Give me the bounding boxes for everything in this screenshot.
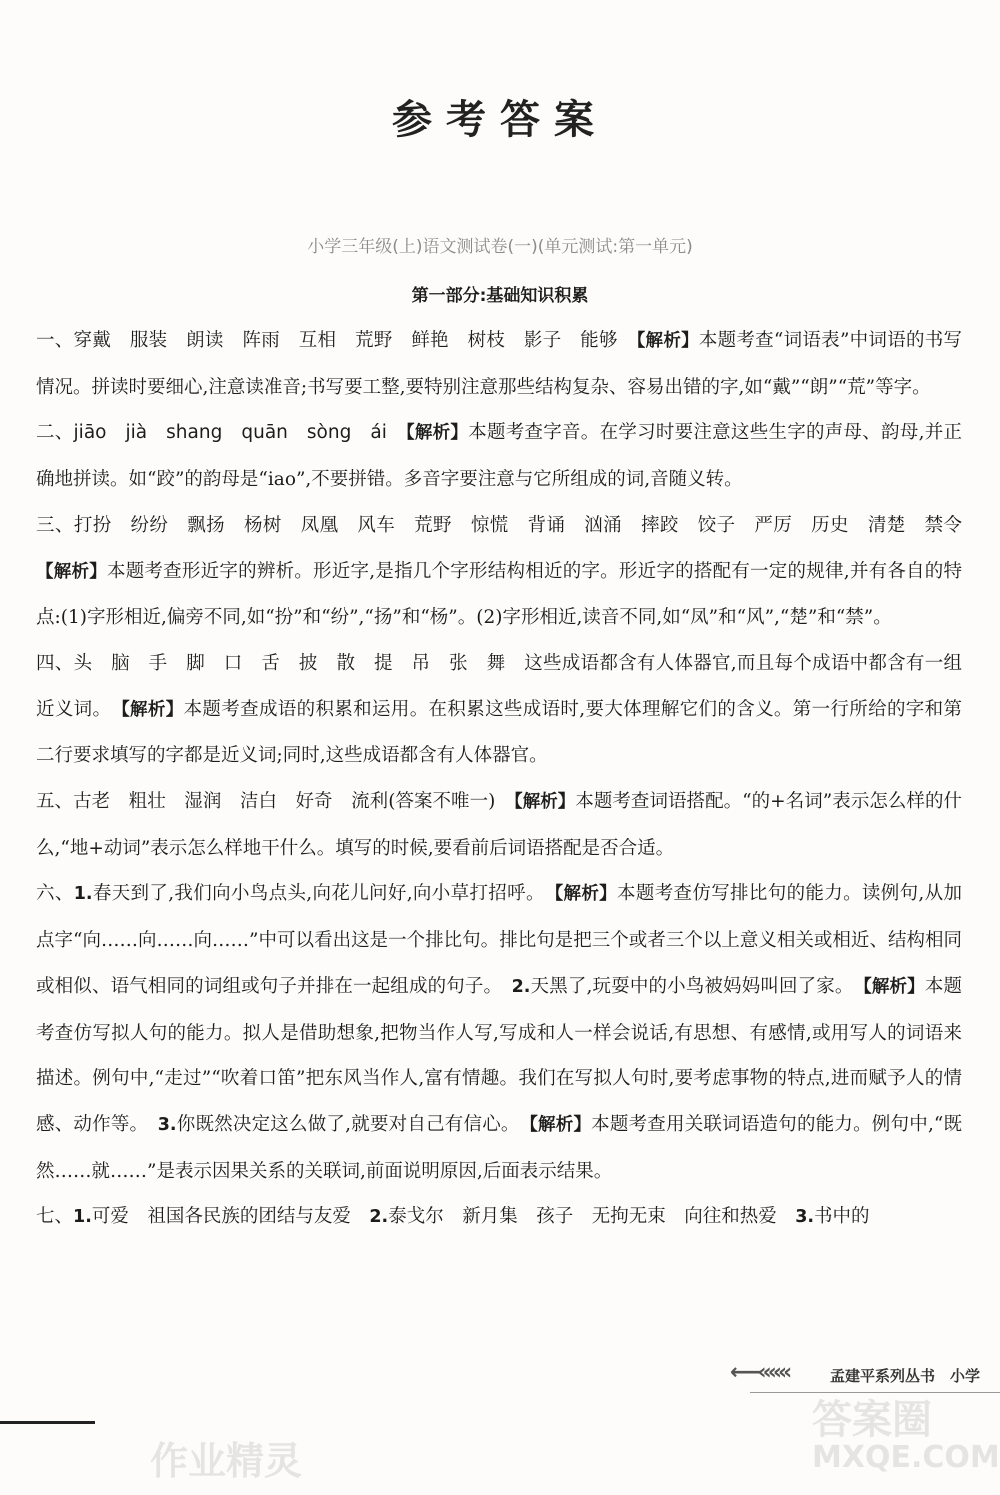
watermark-site: MXQE.COM [812, 1440, 1000, 1475]
item-number: 四、 [36, 652, 74, 674]
item-analysis: 本题考查字音。在学习时要注意这些生字的声母、韵母,并正确地拼读。如“跤”的韵母是“iao”,不要拼错。多音字要注意与它所组成的词,音随义转。 [36, 422, 962, 491]
answer-item-3 [36, 503, 981, 641]
sub-number: 1. [73, 1207, 92, 1228]
sub-number: 1. [73, 884, 93, 905]
answer-content [36, 318, 981, 1241]
item-answer: 打扮 纷纷 飘扬 杨树 凤凰 风车 荒野 惊慌 背诵 汹涌 摔跤 饺子 严厉 历史 清楚 禁令 [73, 514, 981, 536]
analysis-tag: 【解析】 [36, 561, 107, 582]
item-answer: 头 脑 手 脚 口 舌 披 散 提 吊 张 舞 这些成语都含有人体器官,而且每个成语中都含有一组近义词。 [36, 652, 962, 720]
test-subtitle: 小学三年级(上)语文测试卷(一)(单元测试:第一单元) [307, 237, 693, 257]
arrow-icon: ⟵««« [730, 1360, 789, 1385]
section-heading: 第一部分:基础知识积累 [411, 286, 589, 306]
item-analysis: 本题考查用关联词语造句的能力。例句中,“既然……就……”是表示因果关系的关联词,前面说明原因,后面表示结果。 [36, 1113, 962, 1182]
analysis-tag: 【解析】 [120, 699, 184, 720]
item-answer: 泰戈尔 新月集 孩子 无拘无束 向往和热爱 [388, 1206, 796, 1228]
item-answer: 你既然决定这么做了,就要对自己有信心。 [176, 1113, 530, 1135]
analysis-tag: 【解析】 [529, 1114, 592, 1135]
analysis-tag: 【解析】 [636, 331, 699, 351]
item-answer: 天黑了,玩耍中的小鸟被妈妈叫回了家。 [530, 975, 863, 997]
analysis-tag: 【解析】 [513, 792, 576, 813]
answer-item-4 [36, 641, 962, 779]
item-answer: 书中的 [814, 1206, 870, 1228]
sub-number: 3. [157, 1114, 177, 1135]
item-answer: jiāo jià shang quān sòng ái [73, 422, 406, 444]
item-analysis: 本题考查成语的积累和运用。在积累这些成语时,要大体理解它们的含义。第一行所给的字和第二行要求填写的字都是近义词;同时,这些成语都含有人体器官。 [36, 698, 962, 767]
series-name: 孟建平系列丛书 小学 [830, 1367, 981, 1385]
answer-item-1 [36, 318, 962, 410]
page-title: 参考答案 [392, 96, 608, 143]
item-answer: 古老 粗壮 湿润 洁白 好奇 流利(答案不唯一) [73, 791, 514, 813]
answer-item-2 [36, 410, 962, 502]
sub-number: 3. [795, 1207, 815, 1228]
answer-item-7 [36, 1194, 962, 1241]
item-number: 六、 [36, 883, 74, 905]
sub-number: 2. [369, 1207, 389, 1228]
item-analysis: 本题考查形近字的辨析。形近字,是指几个字形结构相近的字。形近字的搭配有一定的规律,并有各自的特点:(1)字形相近,偏旁不同,如“扮”和“纷”,“扬”和“杨”。(2)字形相近,读音不同,如“凤”和“风”,“楚”和“禁”。 [36, 560, 963, 629]
item-analysis: 本题考查词语搭配。“的+名词”表示怎么样的什么,“地+动词”表示怎么样地干什么。填写的时候,要看前后词语搭配是否合适。 [36, 791, 963, 859]
watermark-daanquan: 答案圈 [812, 1397, 932, 1443]
item-answer: 可爱 祖国各民族的团结与友爱 [91, 1206, 370, 1228]
answer-item-6 [36, 871, 962, 1194]
item-number: 五、 [36, 791, 74, 813]
item-number: 一、 [36, 330, 74, 351]
item-number: 三、 [36, 514, 74, 536]
item-answer: 穿戴 服装 朗读 阵雨 互相 荒野 鲜艳 树枝 影子 能够 [73, 330, 637, 351]
item-number: 七、 [36, 1206, 74, 1228]
item-analysis: 本题考查仿写拟人句的能力。拟人是借助想象,把物当作人写,写成和人一样会说话,有思想、有感情,或用写人的词语来描述。例句中,“走过”“吹着口笛”把东风当作人,富有情趣。我们在写拟人句时,要考虑事物的特点,进而赋予人的情感、动作等。 [36, 975, 962, 1135]
analysis-tag: 【解析】 [554, 884, 618, 905]
analysis-tag: 【解析】 [862, 976, 925, 997]
item-analysis: 本题考查仿写排比句的能力。读例句,从加点字“向……向……向……”中可以看出这是一个排比句。排比句是把三个或者三个以上意义相关或相近、结构相同或相似、语气相同的词组或句子并排在一起组成的句子。 [36, 883, 962, 997]
watermark-zuoye: 作业精灵 [150, 1439, 303, 1483]
sub-number: 2. [511, 976, 531, 997]
bottom-rule [0, 1421, 95, 1424]
answer-item-5 [36, 779, 962, 871]
item-number: 二、 [36, 422, 74, 444]
item-analysis: 本题考查“词语表”中词语的书写情况。拼读时要细心,注意读准音;书写要工整,要特别注意那些结构复杂、容易出错的字,如“戴”“朗”“荒”等字。 [36, 330, 962, 398]
item-answer: 春天到了,我们向小鸟点头,向花儿问好,向小草打招呼。 [92, 883, 555, 905]
analysis-tag: 【解析】 [405, 423, 469, 444]
